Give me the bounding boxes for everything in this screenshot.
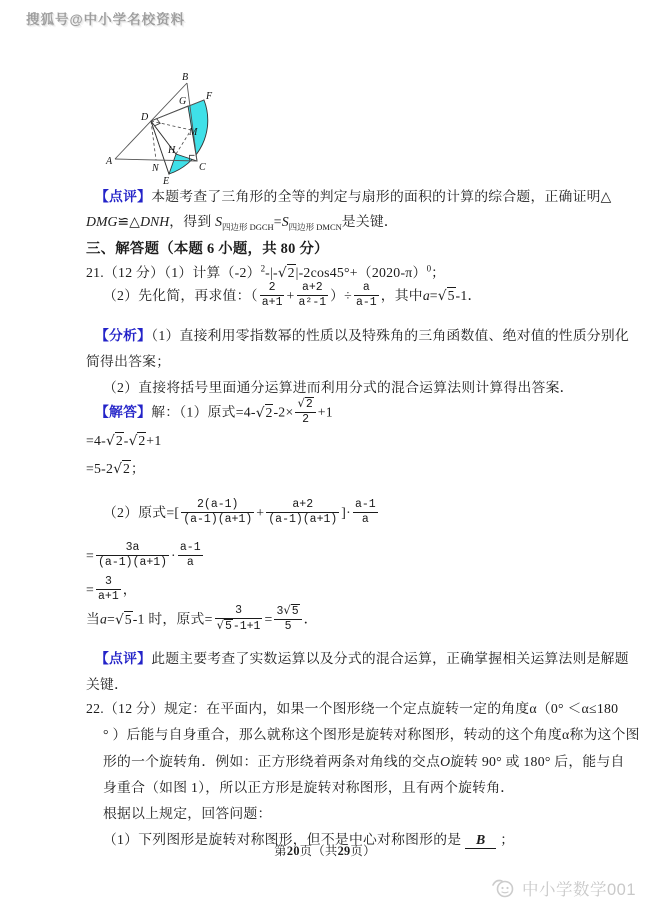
sqrt-icon: √ bbox=[216, 617, 224, 632]
review-tag: 【点评】 bbox=[95, 651, 152, 666]
sqrt-icon: √ bbox=[114, 611, 124, 628]
analysis-tag: 【分析】 bbox=[95, 328, 152, 343]
sqrt-icon: √ bbox=[437, 288, 447, 305]
q21-review-line1: 【点评】此题主要考查了实数运算以及分式的混合运算，正确掌握相关运算法则是解题 bbox=[95, 651, 629, 666]
sqrt-icon: √ bbox=[297, 396, 305, 410]
bottom-watermark bbox=[490, 876, 636, 900]
q21-review-line2: 关键． bbox=[86, 677, 129, 692]
q22-line1: 22.（12 分）规定：在平面内，如果一个图形绕一个定点旋转一定的角度α（0° ＜α≤180 bbox=[86, 701, 619, 716]
analysis-line3: （2）直接将括号里面通分运算进而利用分式的混合运算法则计算得出答案． bbox=[103, 380, 574, 395]
label-H: H bbox=[168, 145, 176, 156]
label-M: M bbox=[189, 127, 198, 138]
fraction: $\frac{√2}{2}$ bbox=[295, 397, 315, 426]
review-tag: 【点评】 bbox=[95, 189, 152, 204]
fraction: $\frac{a+2}{(a-1)(a+1)}$ bbox=[268, 498, 338, 526]
fraction: $\frac{a}{a-1}$ bbox=[356, 281, 377, 309]
top-watermark: 搜狐号@中小学名校资料 bbox=[26, 12, 186, 27]
fraction: $\frac{3√5}{5}$ bbox=[274, 604, 301, 633]
solution-eq3: =5-2√2； bbox=[86, 461, 145, 477]
review-comment-line2: DMG≌△DNH，得到 $S_{四边形 DGCH}=S_{四边形 DMCN}$是关键． bbox=[86, 214, 398, 232]
label-G: G bbox=[179, 96, 187, 107]
label-A: A bbox=[106, 156, 113, 167]
label-D: D bbox=[141, 112, 149, 123]
sqrt-icon: √ bbox=[277, 265, 287, 281]
review-comment-line1: 【点评】本题考查了三角形的全等的判定与扇形的面积的计算的综合题，正确证明△ bbox=[95, 189, 612, 204]
fraction: $\frac{2}{a+1}$ bbox=[261, 281, 283, 309]
solution-tag: 【解答】 bbox=[95, 404, 152, 420]
fraction: $\frac{2(a-1)}{(a-1)(a+1)}$ bbox=[183, 498, 253, 526]
sqrt-icon: √ bbox=[113, 461, 122, 477]
solution-eq5: = $\frac{3a}{(a-1)(a+1)}$ · $\frac{a-1}{a}$ bbox=[86, 541, 201, 569]
label-B: B bbox=[182, 72, 189, 83]
fraction: $\frac{a-1}{a}$ bbox=[354, 498, 376, 526]
fraction: $\frac{a+2}{\text{a²-1}}$ bbox=[298, 281, 327, 309]
section-header: 三、解答题（本题 6 小题，共 80 分） bbox=[86, 241, 329, 257]
fraction: $\frac{3}{√5-1+1}$ bbox=[216, 604, 261, 633]
q22-line4: 身重合（如图 1），所以正方形是旋转对称图形，且有两个旋转角． bbox=[103, 780, 515, 795]
sqrt-icon: √ bbox=[106, 433, 115, 449]
analysis-line2: 简得出答案； bbox=[86, 354, 171, 369]
solution-eq2: =4-√2-√2+1 bbox=[86, 433, 162, 449]
sqrt-icon: √ bbox=[283, 603, 291, 617]
solution-eq4: （2）原式=[ $\frac{2(a-1)}{(a-1)(a+1)}$ + $\frac{a+2}{(a-1)(a+1)}$ ]· $\frac{a-1}{a}$ bbox=[103, 498, 376, 526]
label-C: C bbox=[199, 162, 206, 173]
label-F: F bbox=[206, 91, 213, 102]
solution-eq6: = $\frac{3}{a+1}$ ， bbox=[86, 575, 137, 603]
solution-eq1: 【解答】解：（1）原式=4-√2-2× $\frac{√2}{2}$ +1 bbox=[95, 396, 333, 426]
publisher-logo-icon bbox=[490, 877, 516, 899]
label-E: E bbox=[163, 176, 170, 185]
fraction: $\frac{a-1}{a}$ bbox=[179, 541, 201, 569]
solution-eq7: 当a=√5-1 时，原式= $\frac{3}{√5-1+1}$ = $\frac{3√5}{5}$ ． bbox=[86, 603, 318, 633]
q21-statement-line2: （2）先化简，再求值：（ $\frac{2}{a+1}$ + $\frac{a+2}{\text{a²-1}}$ ）÷ $\frac{a}{a-1}$ ，其中a=√5-1． bbox=[103, 281, 482, 309]
bottom-watermark-text: 中小学数学001 bbox=[521, 881, 636, 899]
sqrt-icon: √ bbox=[255, 404, 265, 421]
geometry-figure bbox=[102, 70, 237, 185]
analysis-line1: 【分析】（1）直接利用零指数幂的性质以及特殊角的三角函数值、绝对值的性质分别化 bbox=[95, 328, 630, 343]
q22-question1: （1）下列图形是旋转对称图形，但不是中心对称图形的是 B ； bbox=[103, 832, 515, 847]
q22-line3: 形的一个旋转角．例如：正方形绕着两条对角线的交点O旋转 90° 或 180° 后，能与自 bbox=[103, 754, 625, 769]
q22-line5: 根据以上规定，回答问题： bbox=[103, 806, 272, 821]
sqrt-icon: √ bbox=[128, 433, 138, 449]
fraction: $\frac{3}{a+1}$ bbox=[98, 575, 119, 603]
fraction: $\frac{3a}{(a-1)(a+1)}$ bbox=[98, 541, 168, 569]
answer-blank: B bbox=[465, 832, 496, 849]
q22-line2: ° ）后能与自身重合，那么就称这个图形是旋转对称图形，转动的这个角度α称为这个图 bbox=[103, 727, 640, 742]
page-number-footer: 第20页（共29页） bbox=[274, 844, 376, 858]
label-N: N bbox=[152, 163, 159, 174]
q21-statement-line1: 21.（12 分）（1）计算$(-2)^2-|-√2|-2\cos 45^\circ+(2020-\pi)^0$； bbox=[86, 263, 446, 281]
